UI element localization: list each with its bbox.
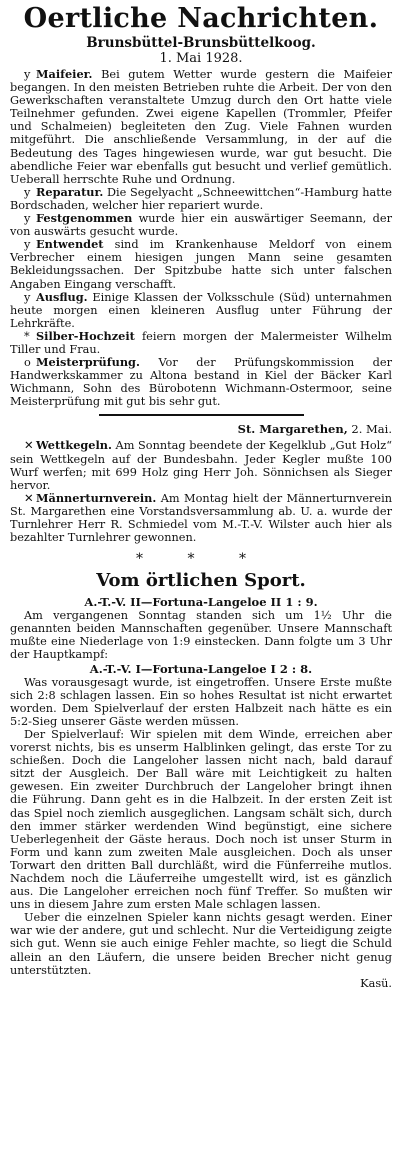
item-text: Die Segelyacht „Schneewittchen“-Hamburg hatte Bordschaden, welcher hier repariert wurde. — [10, 185, 392, 212]
dateline: 1. Mai 1928. — [159, 51, 243, 66]
item-headline: Wettkegeln. — [36, 438, 112, 453]
match-report: Was vorausgesagt wurde, ist eingetroffen. Unsere Erste mußte sich 2:8 schlagen lassen. Ein so hohes Resultat ist nicht erwartet worden. Dem Spielverlauf der ersten Halbzeit nach hätte es ein 5:2-Sieg unserer Gäste werden müssen. — [10, 675, 392, 728]
news-item — [10, 356, 392, 408]
item-text: Bei gutem Wetter wurde gestern die Maifeier begangen. In den meisten Betrieben ruhte die Arbeit. Der von den Gewerkschaften veranstaltete Umzug durch den Ort hatte viele Teilnehmer gefunden. Zwei eigene Kapellen (Trommler, Pfeifer und Schalmeien) begleiteten den Zug. Viele Fahnen wurden mitgeführt. Die anschließende Versammlung, in der auf die Bedeutung des Tages hingewiesen wurde, war gut besucht. Die abendliche Feier war ebenfalls gut besucht und verlief gemütlich. Ueberall herrschte Ruhe und Ordnung. — [10, 68, 392, 186]
match-report: Am vergangenen Sonntag standen sich um 1½ Uhr die genannten beiden Mannschaften gegenüber. Unsere Mannschaft mußte eine Niederlage von 1:9 einstecken. Dann folgte um 3 Uhr der Hauptkampf: — [10, 609, 392, 662]
author-signature: Kasü. — [360, 976, 392, 990]
item-marker: y — [24, 238, 31, 252]
item-marker: y — [24, 290, 31, 304]
news-item — [10, 186, 392, 212]
item-text: Am Sonntag beendete der Kegelklub „Gut Holz“ sein Wettkegeln auf der Bundesbahn. Jeder Kegler mußte 100 Wurf werfen; mit 699 Holz ging Herr Joh. Sönnichsen als Sieger hervor. — [10, 439, 392, 492]
item-headline: Meisterprüfung. — [36, 355, 140, 370]
news-item — [10, 330, 392, 356]
sport-heading: Vom örtlichen Sport. — [96, 570, 306, 592]
item-marker: ✕ — [24, 491, 34, 505]
place-name: St. Margarethen, — [237, 422, 348, 437]
news-item — [10, 291, 392, 330]
item-text: Vor der Prüfungskommission der Handwerkskammer zu Altona bestand in Kiel der Bäcker Karl Wichmann, Sohn des Bürobotenn Wichmann-Ostermoor, seine Meisterprüfung mit gut bis sehr gut. — [10, 356, 392, 409]
match-report: Der Spielverlauf: Wir spielen mit dem Winde, erreichen aber vorerst nichts, bis es unserm Halblinken gelingt, das erste Tor zu schießen. Doch die Langeloher lassen nicht nach, bald darauf sitzt der Ausgleich. Der Ball wäre mit Leichtigkeit zu halten gewesen. Ein zweiter Durchbruch der Langeloher bringt ihnen die Führung. Dann geht es in die Halbzeit. In der ersten Zeit ist das Spiel noch ziemlich ausgeglichen. Langsam schält sich, durch den immer stärker werdenden Wind begünstigt, eine sichere Ueberlegenheit der Gäste heraus. Doch noch ist unser Sturm in Form und kann zum zweiten Male ausgleichen. Doch als unser Torwart den dritten Ball durchläßt, wird die Fünferreihe mutlos. Nachdem noch die Läuferreihe umgestellt wird, ist es gänzlich aus. Die Langeloher erreichen noch fünf Treffer. So mußten wir uns in diesem Jahre zum ersten Male schlagen lassen. — [10, 727, 392, 912]
section-divider-rule — [99, 414, 304, 416]
item-text: Am Montag hielt der Männerturnverein St. Margarethen eine Vorstandsversammlung ab. U. a. wurde der Turnlehrer Herr R. Schmiedel vom M.-T.-V. Wilster auch hier als bezahlter Turnlehrer gewonnen. — [10, 491, 393, 545]
match-heading: A.-T.-V. I—Fortuna-Langeloe I 2 : 8. — [89, 661, 313, 676]
news-item — [10, 68, 392, 186]
item-headline: Silber-Hochzeit — [36, 328, 135, 343]
news-item — [10, 212, 392, 238]
margarethen-dateline — [10, 422, 392, 436]
local-news-section — [10, 68, 392, 408]
margarethen-section — [10, 422, 392, 544]
item-headline: Festgenommen — [36, 211, 133, 226]
item-headline: Entwendet — [36, 237, 104, 252]
item-headline: Ausflug. — [36, 289, 88, 304]
item-text: sind im Krankenhause Meldorf von einem Verbrecher einem hiesigen jungen Mann seine gesamten Bekleidungssachen. Der Spitzbube hatte sich unter falschen Angaben Eingang verschafft. — [10, 238, 392, 291]
news-item — [10, 238, 392, 290]
section-subtitle: Brunsbüttel-Brunsbüttelkoog. — [86, 35, 316, 51]
item-marker: y — [24, 68, 31, 81]
item-text: feiern morgen der Malermeister Wilhelm Tiller und Frau. — [10, 329, 393, 356]
item-headline: Männerturnverein. — [36, 490, 157, 505]
sport-section — [10, 570, 392, 990]
item-marker: * — [24, 329, 30, 343]
item-marker: y — [24, 185, 31, 199]
item-marker: ✕ — [24, 439, 34, 453]
item-marker: o — [24, 356, 31, 370]
match-report: Ueber die einzelnen Spieler kann nichts gesagt werden. Einer war wie der andere, gut und schlecht. Nur die Verteidigung zeigte sich gut. Wenn sie auch einige Fehler machte, so liegt die Schuld allein an den Läufern, die unsere beiden Brecher nicht genug unterstützten. — [10, 911, 392, 977]
news-item — [10, 439, 392, 491]
asterism-divider: * * * — [136, 551, 266, 568]
match-heading: A.-T.-V. II—Fortuna-Langeloe II 1 : 9. — [84, 595, 318, 610]
item-text: wurde hier ein auswärtiger Seemann, der von auswärts gesucht wurde. — [10, 212, 392, 239]
page-title: Oertliche Nachrichten. — [23, 3, 379, 34]
place-date: 2. Mai. — [351, 422, 392, 437]
item-headline: Reparatur. — [36, 184, 104, 199]
item-text: Einige Klassen der Volksschule (Süd) unternahmen heute morgen einen kleineren Ausflug unter Führung der Lehrkräfte. — [10, 290, 393, 330]
item-marker: y — [24, 212, 31, 226]
item-headline: Maifeier. — [36, 67, 93, 81]
news-item — [10, 492, 392, 544]
